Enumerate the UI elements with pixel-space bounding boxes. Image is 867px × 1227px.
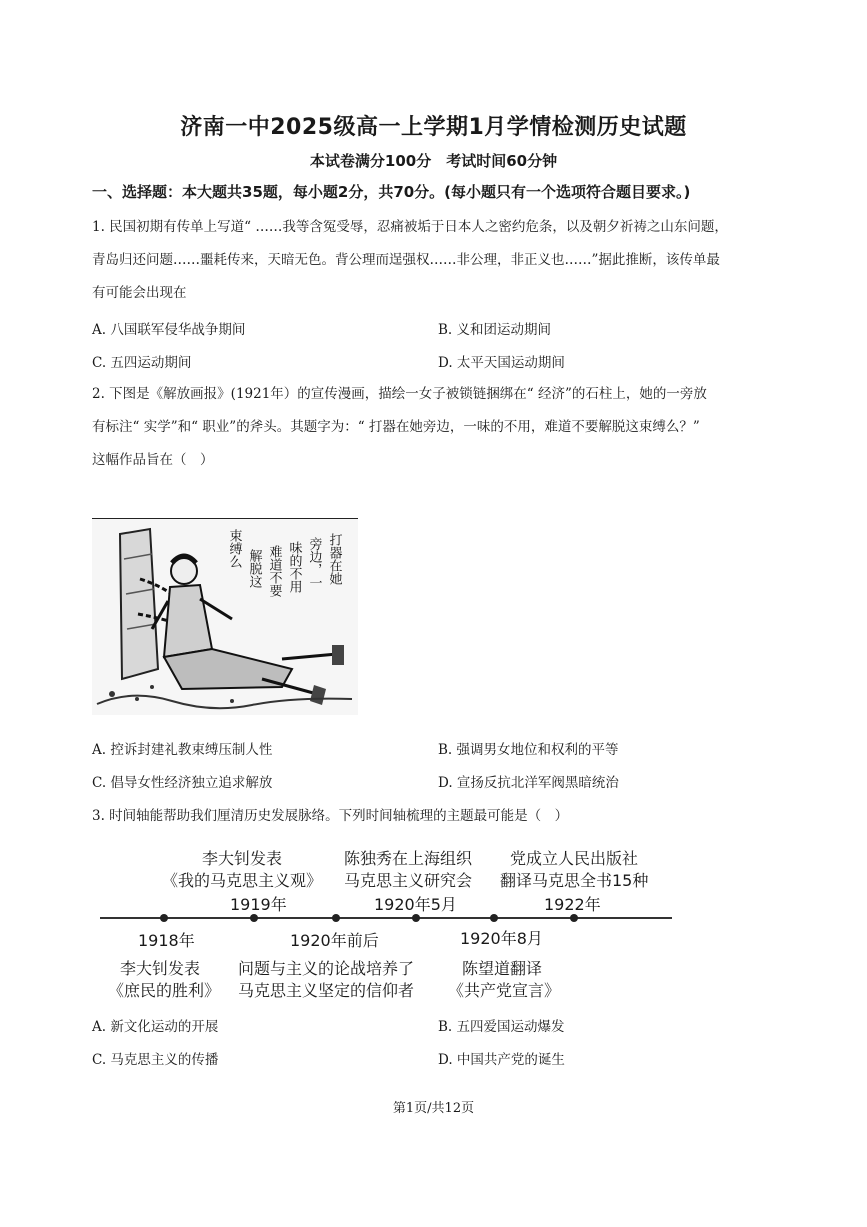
timeline-date: 1920年5月 [374, 895, 457, 914]
timeline-marker [412, 914, 420, 922]
cartoon-illustration [92, 519, 358, 715]
page-title: 济南一中2025级高一上学期1月学情检测历史试题 [180, 115, 687, 140]
question-2-line: 这幅作品旨在（ ） [92, 452, 214, 468]
question-1-line: 有可能会出现在 [92, 285, 187, 301]
caption-column: 难道不要 [266, 545, 282, 597]
question-3-option-d[interactable]: D. 中国共产党的诞生 [438, 1052, 565, 1068]
timeline-date: 1919年 [230, 895, 287, 914]
timeline-event-text: 陈望道翻译 [462, 959, 543, 978]
exam-subtitle: 本试卷满分100分 考试时间60分钟 [309, 152, 558, 170]
history-timeline [92, 840, 692, 1000]
caption-column: 味的不用 [286, 541, 302, 593]
page-number: 第1页/共12页 [392, 1101, 475, 1116]
timeline-event-text: 李大钊发表 [202, 849, 283, 868]
question-1-line: 1. 民国初期有传单上写道“ ……我等含冤受辱，忍痛被垢于日本人之密约危条，以及朝夕祈祷之山东问题， [92, 219, 728, 235]
question-2-line: 有标注“ 实学”和“ 职业”的斧头。其题字为：“ 打器在她旁边，一味的不用，难道不要解脱这束缚么？” [92, 419, 700, 435]
question-2-stem [92, 378, 792, 477]
timeline-date: 1918年 [138, 931, 195, 950]
question-2-option-d[interactable]: D. 宣扬反抗北洋军阀黑暗统治 [438, 775, 619, 791]
propaganda-cartoon-image [92, 518, 358, 715]
question-2-option-c[interactable]: C. 倡导女性经济独立追求解放 [92, 775, 273, 791]
timeline-event-text: 马克思主义坚定的信仰者 [238, 981, 415, 1000]
question-2-option-b[interactable]: B. 强调男女地位和权利的平等 [438, 742, 619, 758]
caption-column: 解脱这 [246, 549, 262, 588]
timeline-event-text: 党成立人民出版社 [510, 849, 639, 868]
timeline-event-text: 翻译马克思全书15种 [500, 871, 649, 890]
caption-column: 束缚么 [226, 529, 242, 568]
question-1-option-a[interactable]: A. 八国联军侵华战争期间 [92, 322, 246, 338]
question-3-option-c[interactable]: C. 马克思主义的传播 [92, 1052, 219, 1068]
timeline-marker [250, 914, 258, 922]
timeline-event-text: 李大钊发表 [120, 959, 201, 978]
timeline-event-text: 《我的马克思主义观》 [162, 871, 323, 890]
timeline-event-text: 问题与主义的论战培养了 [238, 959, 415, 978]
question-3-option-b[interactable]: B. 五四爱国运动爆发 [438, 1019, 565, 1035]
caption-column: 打器在她 [326, 533, 342, 585]
question-2-option-a[interactable]: A. 控诉封建礼教束缚压制人性 [92, 742, 273, 758]
timeline-marker [332, 914, 340, 922]
timeline-date: 1920年8月 [460, 929, 543, 948]
timeline-axis [100, 917, 672, 919]
timeline-event-text: 《庶民的胜利》 [108, 981, 221, 1000]
question-1-option-c[interactable]: C. 五四运动期间 [92, 355, 192, 371]
question-1-stem [92, 211, 792, 310]
timeline-event-text: 《共产党宣言》 [448, 981, 561, 1000]
timeline-marker [160, 914, 168, 922]
timeline-date: 1920年前后 [290, 931, 379, 950]
question-3-option-a[interactable]: A. 新文化运动的开展 [92, 1019, 219, 1035]
question-1-option-d[interactable]: D. 太平天国运动期间 [438, 355, 565, 371]
question-3-stem: 3. 时间轴能帮助我们厘清历史发展脉络。下列时间轴梳理的主题最可能是（ ） [92, 808, 569, 824]
timeline-date: 1922年 [544, 895, 601, 914]
timeline-event-text: 马克思主义研究会 [344, 871, 473, 890]
caption-column: 旁边，一 [306, 537, 322, 589]
section-heading: 一、选择题：本大题共35题，每小题2分，共70分。(每小题只有一个选项符合题目要求。) [92, 183, 691, 201]
question-1-option-b[interactable]: B. 义和团运动期间 [438, 322, 552, 338]
timeline-marker [490, 914, 498, 922]
timeline-event-text: 陈独秀在上海组织 [344, 849, 473, 868]
timeline-marker [570, 914, 578, 922]
question-2-line: 2. 下图是《解放画报》(1921年）的宣传漫画，描绘一女子被锁链捆绑在“ 经济”的石柱上，她的一旁放 [92, 386, 707, 402]
question-1-line: 青岛归还问题……噩耗传来，天暗无色。背公理而逞强权……非公理，非正义也……”据此推断，该传单最 [92, 252, 720, 268]
